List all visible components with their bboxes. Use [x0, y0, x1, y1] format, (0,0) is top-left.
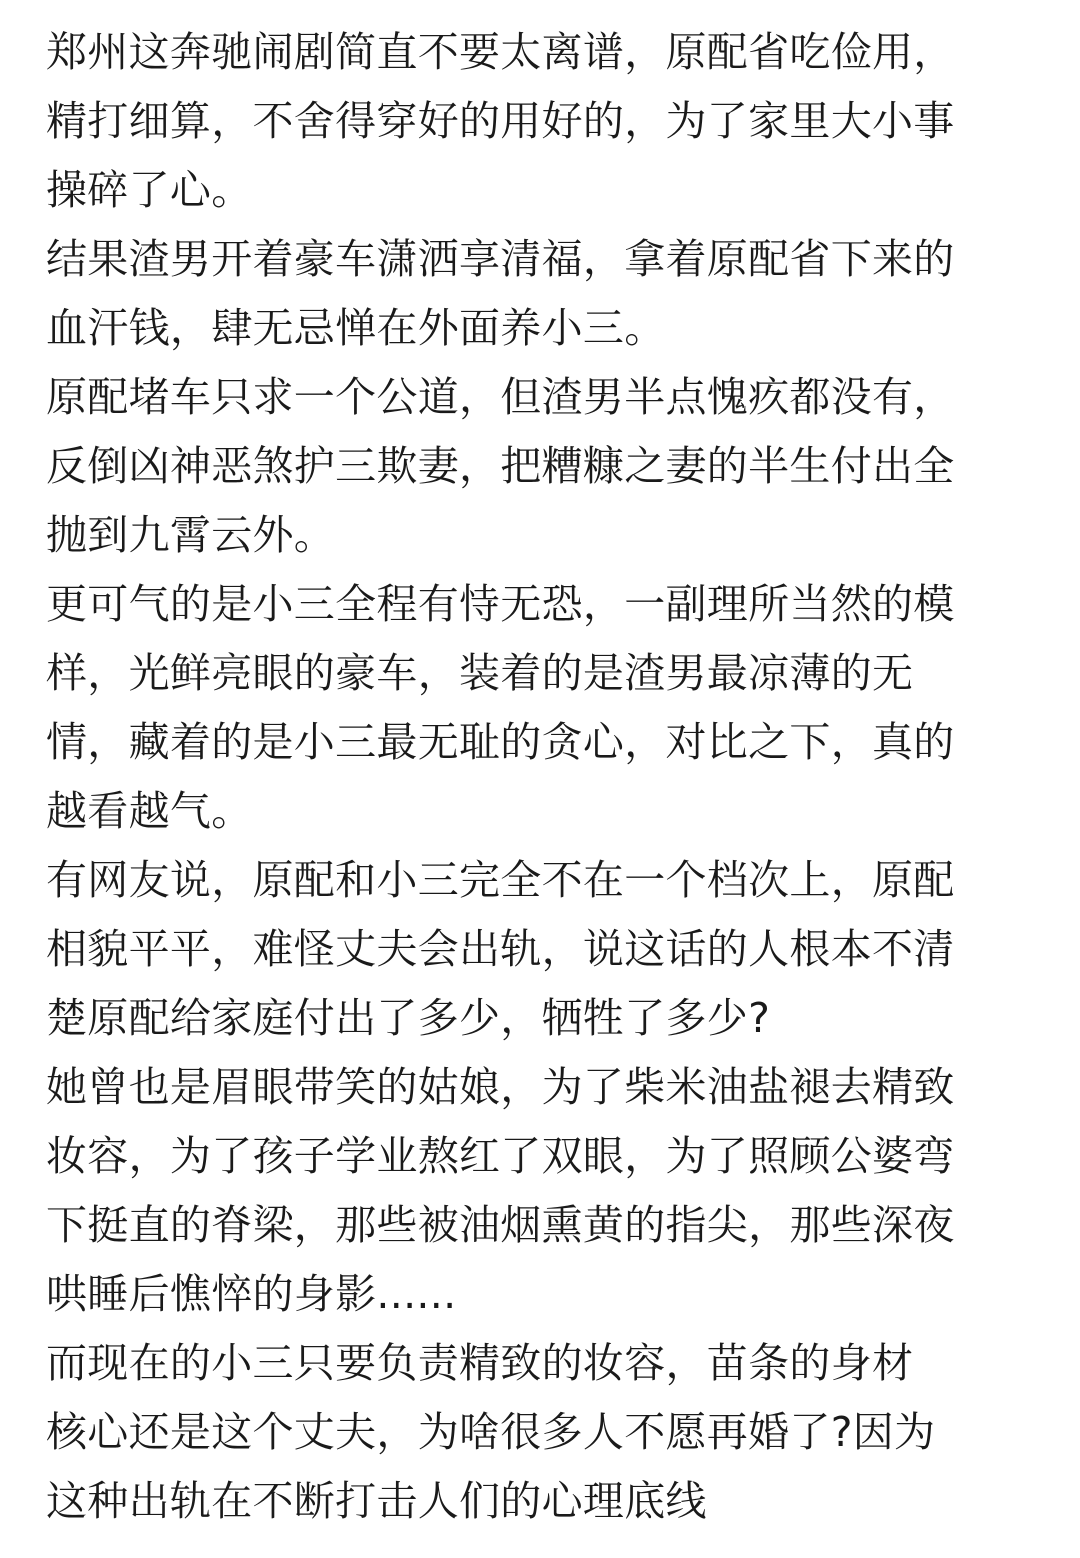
text-line: 这种出轨在不断打击人们的心理底线 — [46, 1477, 707, 1525]
text-line: 她曾也是眉眼带笑的姑娘，为了柴米油盐褪去精致 — [46, 1063, 955, 1111]
text-line: 越看越气。 — [46, 787, 253, 835]
text-line: 血汗钱，肆无忌惮在外面养小三。 — [46, 304, 666, 352]
text-line: 核心还是这个丈夫，为啥很多人不愿再婚了?因为 — [46, 1408, 936, 1456]
text-line: 原配堵车只求一个公道，但渣男半点愧疚都没有， — [46, 373, 955, 421]
text-line: 妆容，为了孩子学业熬红了双眼，为了照顾公婆弯 — [46, 1132, 955, 1180]
text-line: 结果渣男开着豪车潇洒享清福，拿着原配省下来的 — [46, 235, 955, 283]
text-line: 更可气的是小三全程有恃无恐，一副理所当然的模 — [46, 580, 955, 628]
text-line: 相貌平平，难怪丈夫会出轨，说这话的人根本不清 — [46, 925, 955, 973]
text-line: 而现在的小三只要负责精致的妆容，苗条的身材 — [46, 1339, 914, 1387]
text-line: 样，光鲜亮眼的豪车，装着的是渣男最凉薄的无 — [46, 649, 914, 697]
text-line: 反倒凶神恶煞护三欺妻，把糟糠之妻的半生付出全 — [46, 442, 955, 490]
text-line: 情，藏着的是小三最无耻的贪心，对比之下，真的 — [46, 718, 955, 766]
text-line: 楚原配给家庭付出了多少，牺牲了多少? — [46, 994, 771, 1042]
text-line: 精打细算，不舍得穿好的用好的，为了家里大小事 — [46, 97, 955, 145]
article-body — [46, 18, 1031, 1536]
text-line: 操碎了心。 — [46, 166, 253, 214]
text-line: 下挺直的脊梁，那些被油烟熏黄的指尖，那些深夜 — [46, 1201, 955, 1249]
text-line: 哄睡后憔悴的身影...... — [46, 1270, 457, 1318]
text-line: 抛到九霄云外。 — [46, 511, 336, 559]
text-line: 郑州这奔驰闹剧简直不要太离谱，原配省吃俭用， — [46, 28, 955, 76]
text-line: 有网友说，原配和小三完全不在一个档次上，原配 — [46, 856, 955, 904]
